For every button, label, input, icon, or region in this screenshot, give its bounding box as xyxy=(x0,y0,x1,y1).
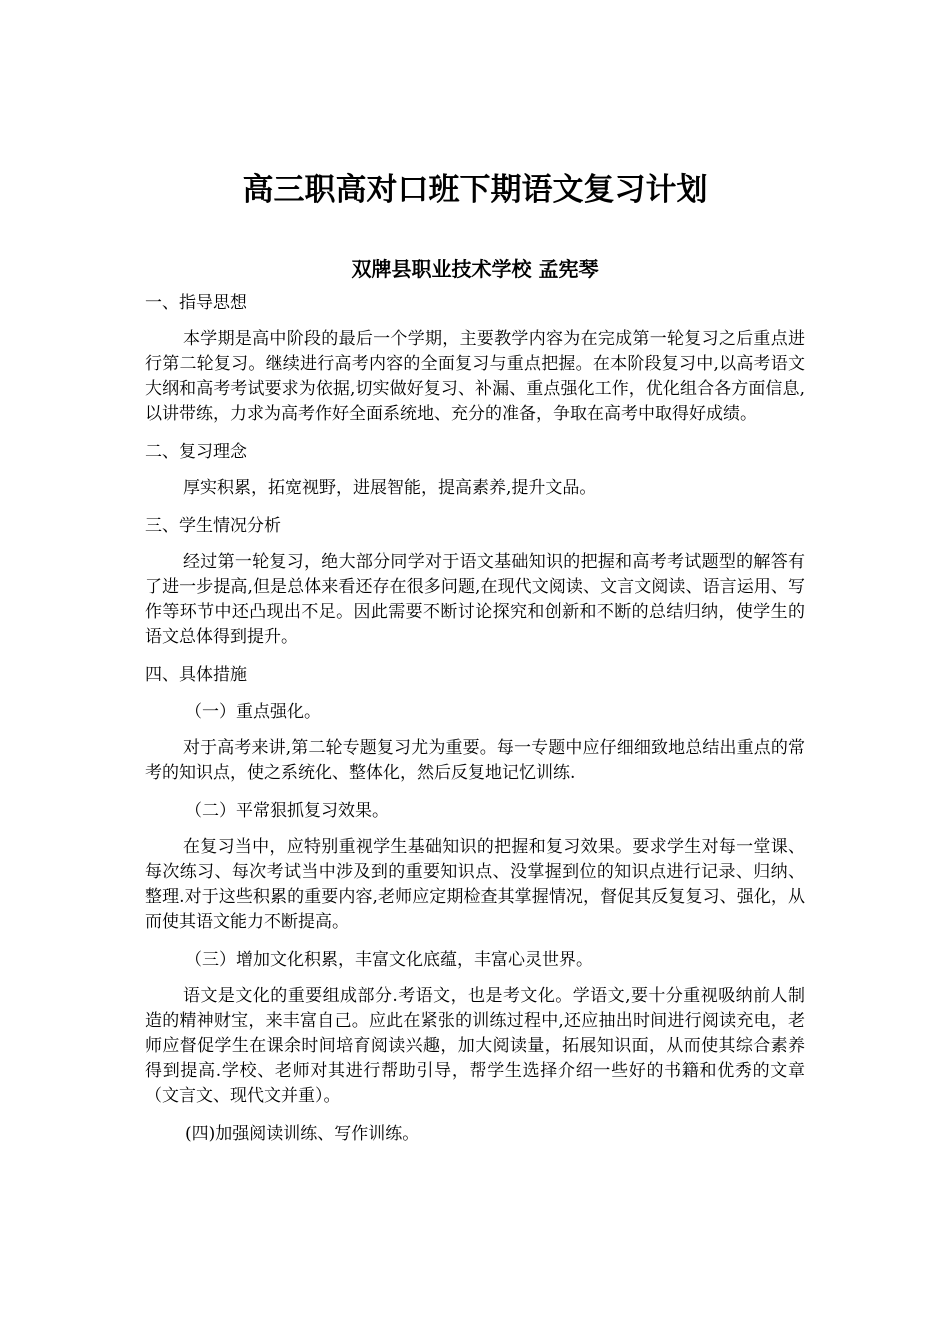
section-paragraph-student-analysis: 经过第一轮复习，绝大部分同学对于语文基础知识的把握和高考考试题型的解答有了进一步提高,但是总体来看还存在很多问题,在现代文阅读、文言文阅读、语言运用、写作等环节中还凸现出不足。因此需要不断讨论探究和创新和不断的总结归纳，使学生的语文总体得到提升。 xyxy=(145,552,805,647)
section-heading-guiding-ideology: 一、指导思想 xyxy=(145,293,247,313)
measure-subheading-4: (四)加强阅读训练、写作训练。 xyxy=(185,1124,420,1144)
section-paragraph-review-concept: 厚实积累，拓宽视野，进展智能，提高素养,提升文品。 xyxy=(183,478,597,498)
measure-paragraph-1: 对于高考来讲,第二轮专题复习尤为重要。每一专题中应仔细细致地总结出重点的常考的知识点，使之系统化、整体化，然后反复地记忆训练. xyxy=(145,738,805,783)
document-author: 双牌县职业技术学校 孟宪琴 xyxy=(351,257,599,281)
measure-subheading-2: （二）平常狠抓复习效果。 xyxy=(185,801,389,821)
measure-subheading-1: （一）重点强化。 xyxy=(185,702,321,722)
measure-paragraph-2: 在复习当中，应特别重视学生基础知识的把握和复习效果。要求学生对每一堂课、每次练习、每次考试当中涉及到的重要知识点、没掌握到位的知识点进行记录、归纳、整理.对于这些积累的重要内容,老师应定期检查其掌握情况，督促其反复复习、强化，从而使其语文能力不断提高。 xyxy=(145,837,805,932)
section-heading-student-analysis: 三、学生情况分析 xyxy=(145,516,281,536)
measure-subheading-3: （三）增加文化积累，丰富文化底蕴，丰富心灵世界。 xyxy=(185,950,593,970)
document-body xyxy=(145,290,805,1158)
document-title: 高三职高对口班下期语文复习计划 xyxy=(242,172,708,208)
measure-paragraph-3: 语文是文化的重要组成部分.考语文，也是考文化。学语文,要十分重视吸纳前人制造的精神财宝，来丰富自己。应此在紧张的训练过程中,还应抽出时间进行阅读充电，老师应督促学生在课余时间培育阅读兴趣，加大阅读量，拓展知识面，从而使其综合素养得到提高.学校、老师对其进行帮助引导，帮学生选择介绍一些好的书籍和优秀的文章（文言文、现代文并重）。 xyxy=(145,986,805,1106)
section-heading-specific-measures: 四、具体措施 xyxy=(145,665,247,685)
section-heading-review-concept: 二、复习理念 xyxy=(145,442,247,462)
section-paragraph-guiding-ideology: 本学期是高中阶段的最后一个学期，主要教学内容为在完成第一轮复习之后重点进行第二轮复习。继续进行高考内容的全面复习与重点把握。在本阶段复习中,以高考语文大纲和高考考试要求为依据,切实做好复习、补漏、重点强化工作，优化组合各方面信息,以讲带练，力求为高考作好全面系统地、充分的准备，争取在高考中取得好成绩。 xyxy=(145,329,805,424)
